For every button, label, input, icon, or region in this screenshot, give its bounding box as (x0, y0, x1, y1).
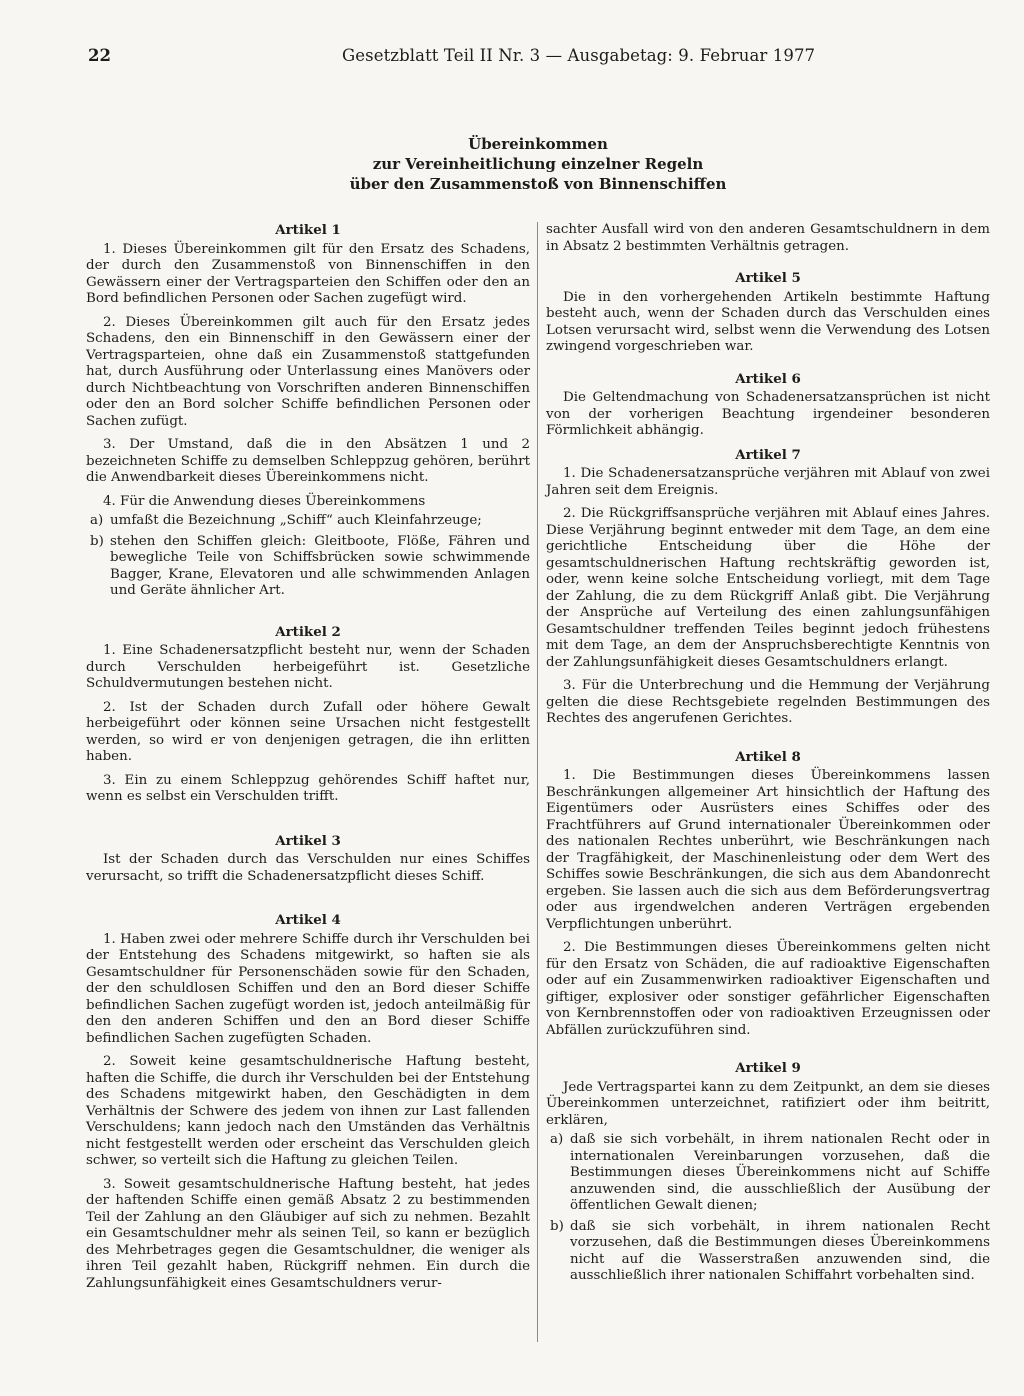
article-2-paragraph-1: 1. Eine Schadenersatzpflicht besteht nur, wenn der Schaden durch Verschulden herbeigeführt ist. Gesetzliche Schuldvermutungen bestehen nicht. (86, 643, 530, 691)
article-5-paragraph-1: Die in den vorhergehenden Artikeln bestimmte Haftung besteht auch, wenn der Schaden durch das Verschulden eines Lotsen verursacht wird, selbst wenn die Verwendung des Lotsen zwingend vorgeschrieben war. (546, 289, 990, 354)
article-7-paragraph-2: 2. Die Rückgriffsansprüche verjähren mit Ablauf eines Jahres. Diese Verjährung beginnt entweder mit dem Tage, an dem eine gerichtliche Entscheidung über die Höhe der gesamtschuldnerischen Haftung rechtskräftig geworden ist, oder, wenn keine solche Entscheidung vorliegt, mit dem Tage der Zahlung, die zu dem Rückgriff Anlaß gibt. Die Verjährung der Ansprüche auf Verteilung des einen zahlungsunfähigen Gesamtschuldner treffenden Teiles beginnt jedoch frühestens mit dem Tage, an dem der Anspruchsberechtigte Kenntnis von der Zahlungsunfähigkeit dieses Gesamtschuldners erlangt. (546, 506, 990, 670)
article-4-paragraph-2: 2. Soweit keine gesamtschuldnerische Haftung besteht, haften die Schiffe, die durch ihr Verschulden bei der Entstehung des Schadens mitgewirkt haben, den Geschädigten in dem Verhältnis der Schwere des jedem von ihnen zur Last fallenden Verschuldens; kann jedoch nach den Umständen das Verhältnis nicht festgestellt werden oder erscheint das Verschulden gleich schwer, so verteilt sich die Haftung zu gleichen Teilen. (86, 1054, 530, 1168)
article-5-heading: Artikel 5 (735, 270, 801, 286)
item-label: b) (550, 1218, 564, 1234)
article-1-heading: Artikel 1 (275, 222, 341, 238)
article-1-paragraph-3: 3. Der Umstand, daß die in den Absätzen 1 und 2 bezeichneten Schiffe zu demselben Schleppzug gehören, berührt die Anwendbarkeit dieses Übereinkommens nicht. (86, 437, 530, 485)
right-column (546, 222, 990, 1289)
article-4-paragraph-3: 3. Soweit gesamtschuldnerische Haftung besteht, hat jedes der haftenden Schiffe einen gemäß Absatz 2 zu bestimmenden Teil der Zahlung an den Gläubiger auf sich zu nehmen. Bezahlt ein Gesamtschuldner mehr als seinen Teil, so kann er bezüglich des Mehrbetrages gegen die Gesamtschuldner, die weniger als ihren Teil gezahlt haben, Rückgriff nehmen. Ein durch die Zahlungsunfähigkeit eines Gesamtschuldners verur- (86, 1176, 530, 1291)
article-1-paragraph-4: 4. Für die Anwendung dieses Übereinkommens (103, 493, 426, 509)
article-3-paragraph-1: Ist der Schaden durch das Verschulden nur eines Schiffes verursacht, so trifft die Schadenersatzpflicht dieses Schiff. (86, 852, 530, 884)
article-8-heading: Artikel 8 (735, 748, 801, 765)
article-7-paragraph-1: 1. Die Schadenersatzansprüche verjähren mit Ablauf von zwei Jahren seit dem Ereignis. (546, 466, 990, 498)
article-9-item-b (546, 1219, 990, 1285)
article-1-item-a (86, 513, 530, 530)
article-1-paragraph-1: 1. Dieses Übereinkommen gilt für den Ersatz des Schadens, der durch den Zusammenstoß von Binnenschiffen in den Gewässern einer der Vertragsparteien den Schiffen oder den an Bord befindlichen Personen oder Sachen zugefügt wird. (86, 241, 530, 306)
title-line-3: über den Zusammenstoß von Binnenschiffen (349, 175, 727, 193)
item-label: b) (90, 533, 104, 549)
item-label: a) (90, 513, 104, 528)
article-7-paragraph-3: 3. Für die Unterbrechung und die Hemmung der Verjährung gelten die diese Rechtsgebiete regelnden Bestimmungen des Rechtes des angerufenen Gerichtes. (546, 678, 990, 726)
article-6-heading: Artikel 6 (735, 370, 801, 387)
title-line-2: zur Vereinheitlichung einzelner Regeln (372, 155, 704, 173)
column-divider (537, 222, 538, 1342)
continued-paragraph: sachter Ausfall wird von den anderen Gesamtschuldnern in dem in Absatz 2 bestimmten Verhältnis getragen. (546, 222, 990, 254)
article-6-paragraph-1: Die Geltendmachung von Schadenersatzansprüchen ist nicht von der vorherigen Beachtung irgendeiner besonderen Förmlichkeit abhängig. (546, 390, 990, 438)
article-2-paragraph-3: 3. Ein zu einem Schleppzug gehörendes Schiff haftet nur, wenn es selbst ein Verschulden trifft. (86, 772, 530, 804)
running-head: Gesetzblatt Teil II Nr. 3 — Ausgabetag: 9. Februar 1977 (342, 46, 816, 65)
article-4-paragraph-1: 1. Haben zwei oder mehrere Schiffe durch ihr Verschulden bei der Entstehung des Schadens mitgewirkt, so haften sie als Gesamtschuldner für Personenschäden sowie für den Schaden, der den schuldlosen Schiffen und den an Bord dieser Schiffe befindlichen Sachen zugefügt worden ist, jedoch anteilmäßig für den den anderen Schiffen und den an Bord dieser Schiffe befindlichen Sachen zugefügten Schaden. (86, 931, 530, 1046)
title-line-1: Übereinkommen (468, 135, 608, 153)
article-7-heading: Artikel 7 (735, 446, 801, 463)
article-8-paragraph-1: 1. Die Bestimmungen dieses Übereinkommens lassen Beschränkungen allgemeiner Art hinsichtlich der Haftung des Eigentümers oder Ausrüsters eines Schiffes oder des Frachtführers auf Grund internationaler Übereinkommen oder des nationalen Rechtes unberührt, wie Beschränkungen nach der Tragfähigkeit, der Maschinenleistung oder dem Wert des Schiffes sowie Beschränkungen, die sich aus dem Abandonrecht ergeben. Sie lassen auch die sich aus dem Beförderungsvertrag oder aus irgendwelchen anderen Verträgen ergebenden Verpflichtungen unberührt. (546, 768, 990, 932)
article-9-item-a (546, 1132, 990, 1215)
article-2-paragraph-2: 2. Ist der Schaden durch Zufall oder höhere Gewalt herbeigeführt oder können seine Ursachen nicht festgestellt werden, so wird er von denjenigen getragen, die ihn erlitten haben. (86, 699, 530, 764)
article-3-heading: Artikel 3 (275, 832, 341, 849)
page-header (88, 44, 988, 68)
article-1-paragraph-2: 2. Dieses Übereinkommen gilt auch für den Ersatz jedes Schadens, den ein Binnenschiff in den Gewässern einer der Vertragsparteien, ohne daß ein Zusammenstoß stattgefunden hat, durch Ausführung oder Unterlassung eines Manövers oder durch Nichtbeachtung von Vorschriften anderen Binnenschiffen oder den an Bord solcher Schiffe befindlichen Personen oder Sachen zufügt. (86, 314, 530, 429)
left-column (86, 222, 530, 1299)
page-number: 22 (88, 46, 111, 65)
article-1-item-b (86, 534, 530, 600)
article-2-heading: Artikel 2 (275, 623, 341, 640)
item-text: daß sie sich vorbehält, in ihrem nationalen Recht vorzusehen, daß die Bestimmungen dieses Übereinkommens nicht auf die Wasserstraßen anzuwenden sind, die ausschließlich ihrer nationalen Schiffahrt vorbehalten sind. (570, 1218, 990, 1283)
article-9-heading: Artikel 9 (735, 1060, 801, 1076)
article-8-paragraph-2: 2. Die Bestimmungen dieses Übereinkommens gelten nicht für den Ersatz von Schäden, die auf radioaktive Eigenschaften oder auf ein Zusammenwirken radioaktiver Eigenschaften und giftiger, explosiver oder sonstiger gefährlicher Eigenschaften von Kernbrennstoffen oder von radioaktiven Erzeugnissen oder Abfällen zurückzuführen sind. (546, 940, 990, 1038)
item-text: stehen den Schiffen gleich: Gleitboote, Flöße, Fähren und bewegliche Teile von Schiffsbrücken sowie schwimmende Bagger, Krane, Elevatoren und alle schwimmenden Anlagen und Geräte ähnlicher Art. (110, 533, 530, 598)
article-4-heading: Artikel 4 (275, 912, 341, 928)
item-text: daß sie sich vorbehält, in ihrem nationalen Recht oder in internationalen Vereinbarungen vorzusehen, daß die Bestimmungen dieses Übereinkommens nicht auf Schiffe anzuwenden sind, die ausschließlich der Ausübung der öffentlichen Gewalt dienen; (570, 1132, 990, 1213)
item-label: a) (550, 1132, 564, 1147)
document-title (88, 134, 988, 194)
article-9-paragraph-1: Jede Vertragspartei kann zu dem Zeitpunkt, an dem sie dieses Übereinkommen unterzeichnet, ratifiziert oder ihm beitritt, erklären, (546, 1079, 990, 1128)
item-text: umfaßt die Bezeichnung „Schiff“ auch Kleinfahrzeuge; (110, 513, 482, 528)
